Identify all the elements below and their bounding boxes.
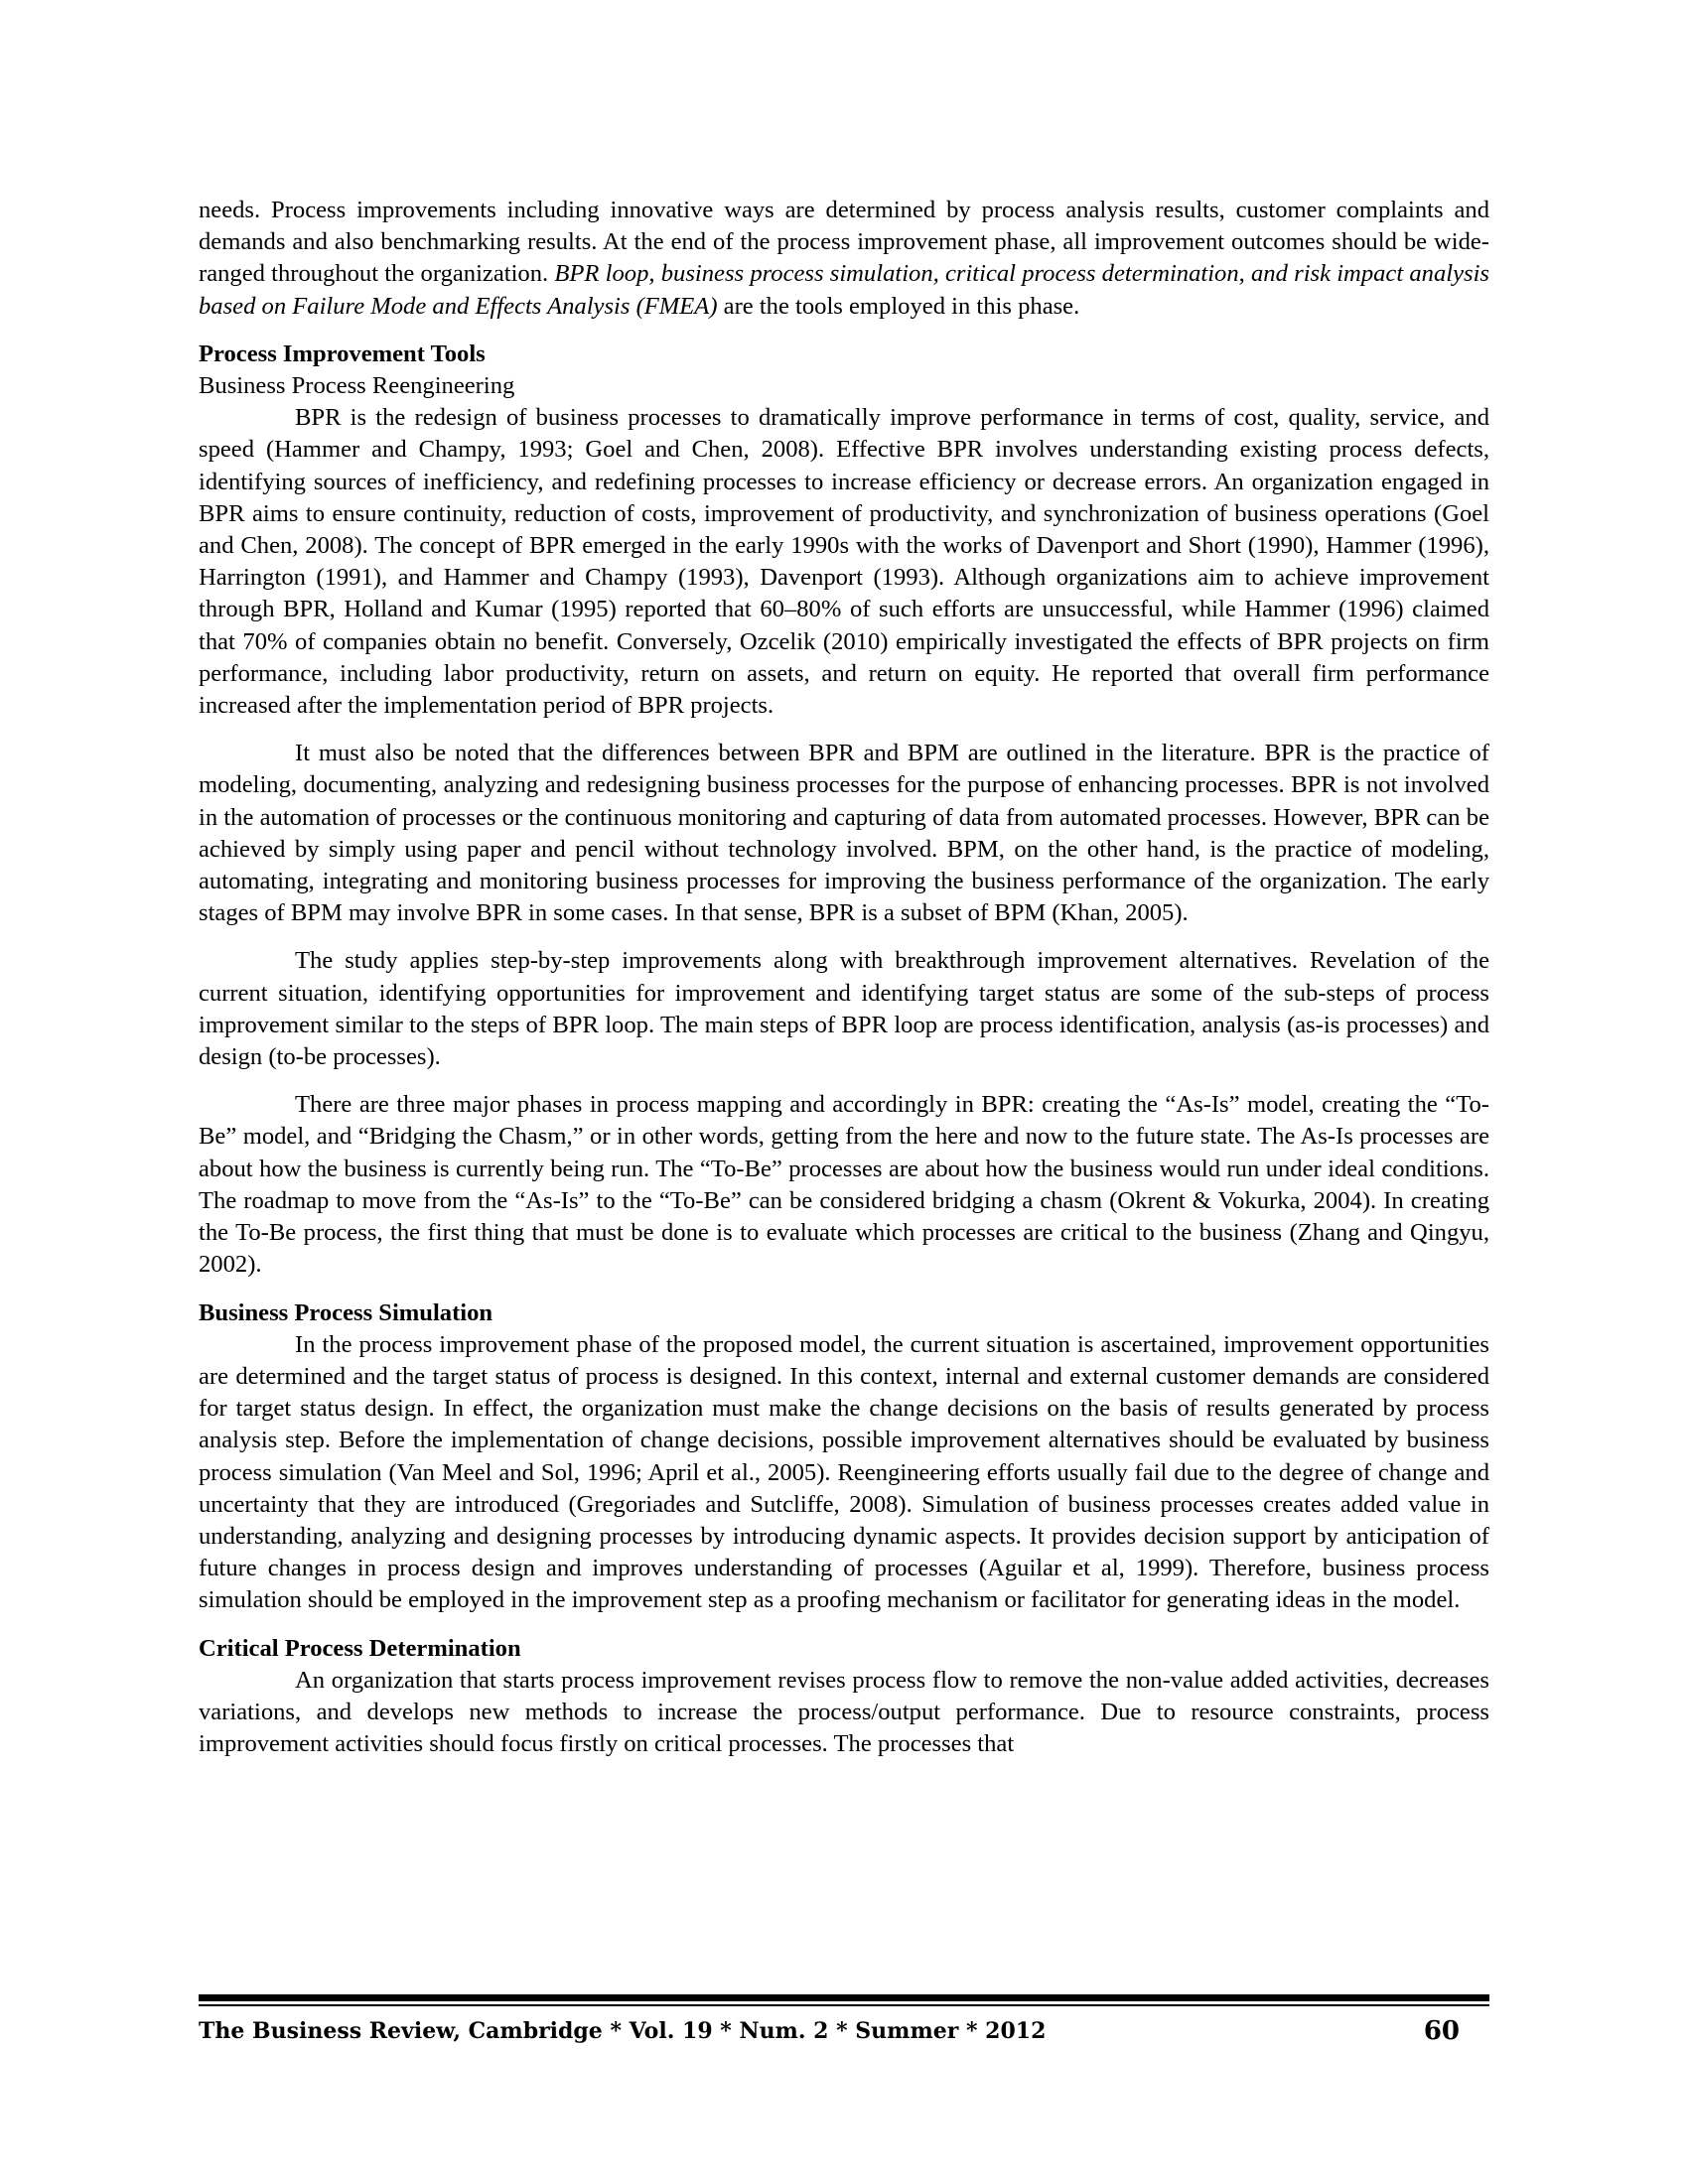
body-paragraph: There are three major phases in process mapping and accordingly in BPR: creating the “As-Is” model, creating the “To-Be” model, and “Bridging the Chasm,” or in other words, getting from the here and now to the future state. The As-Is processes are about how the business is currently being run. The “To-Be” processes are about how the business would run under ideal conditions. The roadmap to move from the “As-Is” to the “To-Be” can be considered bridging a chasm (Okrent & Vokurka, 2004). In creating the To-Be process, the first thing that must be done is to evaluate which processes are critical to the business (Zhang and Qingyu, 2002). [199,1091,1489,1279]
footer-rule-thin [199,2004,1489,2006]
page-footer [199,2011,1489,2051]
intro-italic-text: BPR loop, business process simulation, critical process determination, and risk impact analysis based on Failure Mode and Effects Analysis (FMEA) [199,260,1489,320]
section-heading-simulation: Business Process Simulation [199,1298,493,1326]
intro-text: needs. Process improvements including innovative ways are determined by process analysis results, customer complaints and demands and also benchmarking results. At the end of the process improvement phase, all improvement outcomes should be wide-ranged throughout the organization. [199,197,1489,288]
body-paragraph: It must also be noted that the differences between BPR and BPM are outlined in the literature. BPR is the practice of modeling, documenting, analyzing and redesigning business processes for the purpose of enhancing processes. BPR is not involved in the automation of processes or the continuous monitoring and capturing of data from automated processes. However, BPR can be achieved by simply using paper and pencil without technology involved. BPM, on the other hand, is the practice of modeling, automating, integrating and monitoring business processes for improving the business performance of the organization. The early stages of BPM may involve BPR in some cases. In that sense, BPR is a subset of BPM (Khan, 2005). [199,740,1489,927]
body-paragraph: In the process improvement phase of the proposed model, the current situation is ascertained, improvement opportunities are determined and the target status of process is designed. In this context, internal and external customer demands are considered for target status design. In effect, the organization must make the change decisions on the basis of results generated by process analysis step. Before the implementation of change decisions, possible improvement alternatives should be evaluated by business process simulation (Van Meel and Sol, 1996; April et al., 2005). Reengineering efforts usually fail due to the degree of change and uncertainty that they are introduced (Gregoriades and Sutcliffe, 2008). Simulation of business processes creates added value in understanding, analyzing and designing processes by introducing dynamic aspects. It provides decision support by anticipation of future changes in process design and improves understanding of processes (Aguilar et al, 1999). Therefore, business process simulation should be employed in the improvement step as a proofing mechanism or facilitator for generating ideas in the model. [199,1330,1489,1614]
journal-citation: The Business Review, Cambridge * Vol. 19 * Num. 2 * Summer * 2012 [199,2018,1047,2044]
subheading-bpr: Business Process Reengineering [199,372,515,400]
section-heading-tools: Process Improvement Tools [199,340,486,367]
intro-text-end: are the tools employed in this phase. [717,292,1080,320]
section-heading-critical: Critical Process Determination [199,1634,521,1662]
intro-paragraph [199,195,1489,323]
body-paragraph: BPR is the redesign of business processes to dramatically improve performance in terms of cost, quality, service, and speed (Hammer and Champy, 1993; Goel and Chen, 2008). Effective BPR involves understanding existing process defects, identifying sources of inefficiency, and redefining processes to increase efficiency or decrease errors. An organization engaged in BPR aims to ensure continuity, reduction of costs, improvement of productivity, and synchronization of business operations (Goel and Chen, 2008). The concept of BPR emerged in the early 1990s with the works of Davenport and Short (1990), Hammer (1996), Harrington (1991), and Hammer and Champy (1993), Davenport (1993). Although organizations aim to achieve improvement through BPR, Holland and Kumar (1995) reported that 60–80% of such efforts are unsuccessful, while Hammer (1996) claimed that 70% of companies obtain no benefit. Conversely, Ozcelik (2010) empirically investigated the effects of BPR projects on firm performance, including labor productivity, return on assets, and return on equity. He reported that overall firm performance increased after the implementation period of BPR projects. [199,404,1489,720]
body-paragraph: The study applies step-by-step improvements along with breakthrough improvement alternatives. Revelation of the current situation, identifying opportunities for improvement and identifying target status are some of the sub-steps of process improvement similar to the steps of BPR loop. The main steps of BPR loop are process identification, analysis (as-is processes) and design (to-be processes). [199,947,1489,1071]
footer-rule-thick [199,1994,1489,2001]
page-body [199,195,1489,1760]
body-paragraph: An organization that starts process improvement revises process flow to remove the non-value added activities, decreases variations, and develops new methods to increase the process/output performance. Due to resource constraints, process improvement activities should focus firstly on critical processes. The processes that [199,1666,1489,1758]
page-number: 60 [1423,2016,1460,2046]
